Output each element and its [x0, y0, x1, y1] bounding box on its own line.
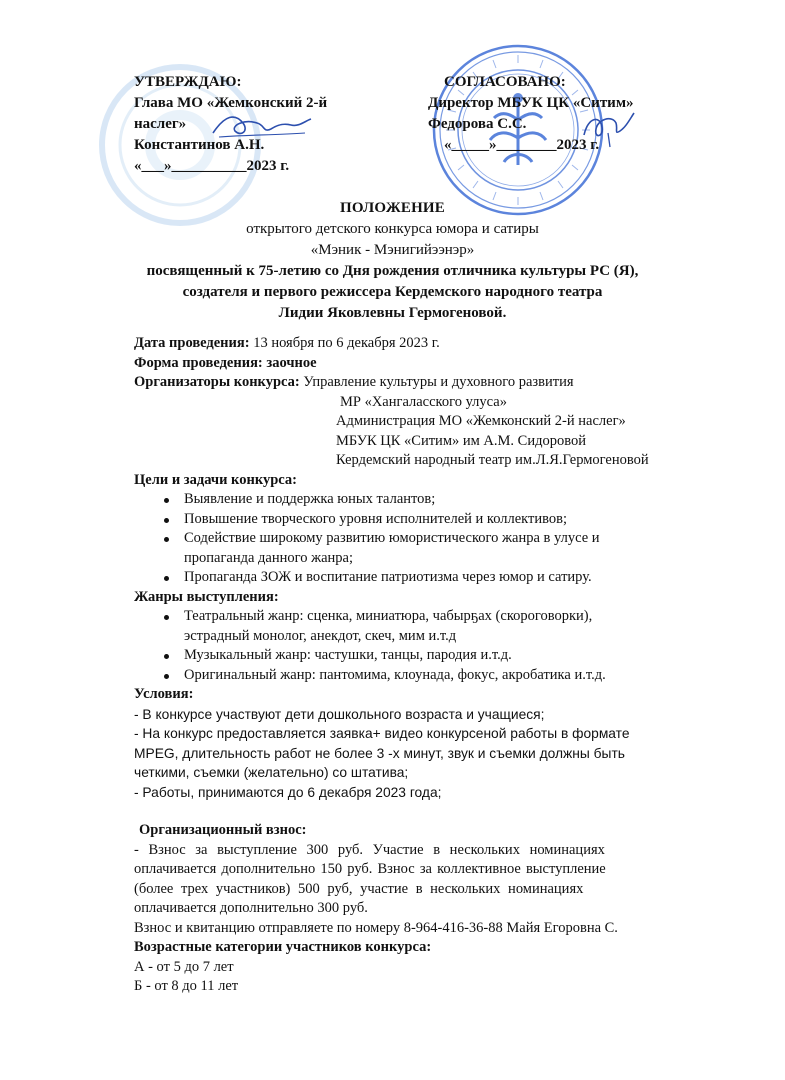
genres-label: Жанры выступления:: [134, 588, 279, 605]
list-item: Повышение творческого уровня исполнителей и коллективов;: [184, 510, 726, 530]
date-value: 13 ноября по 6 декабря 2023 г.: [249, 335, 440, 351]
condition-2c: четкими, съемки (желательно) со штатива;: [134, 765, 409, 780]
fee-line-5: Взнос и квитанцию отправляете по номеру 8-964-416-36-88 Майя Егоровна С.: [134, 919, 618, 936]
goals-list: [134, 490, 726, 588]
organizer-5: Кердемский народный театр им.Л.Я.Гермогеновой: [336, 452, 649, 468]
list-item: Оригинальный жанр: пантомима, клоунада, фокус, акробатика и.т.д.: [184, 666, 726, 686]
fee-label: Организационный взнос:: [139, 822, 307, 838]
fee-line-1: - Взнос за выступление 300 руб. Участие в нескольких номинациях: [134, 841, 605, 858]
document-body: [134, 334, 726, 997]
list-item: [184, 607, 726, 646]
list-item: [184, 529, 726, 568]
document-title: [60, 198, 725, 324]
list-item: Выявление и поддержка юных талантов;: [184, 490, 726, 510]
fee-line-3: (более трех участников) 500 руб, участие в нескольких номинациях: [134, 880, 584, 897]
conditions-label: Условия:: [134, 686, 194, 702]
title-line-2: открытого детского конкурса юмора и сатиры: [246, 221, 539, 237]
title-heading: ПОЛОЖЕНИЕ: [339, 200, 446, 216]
condition-3: - Работы, принимаются до 6 декабря 2023 года;: [134, 784, 442, 800]
title-line-5: создателя и первого режиссера Кердемского народного театра: [182, 284, 603, 300]
organizers-row: [134, 373, 726, 393]
age-category-b: Б - от 8 до 11 лет: [134, 978, 239, 994]
conditions-text: [134, 705, 726, 803]
list-item-text-cont: эстрадный монолог, анекдот, скеч, мим и.т.д: [184, 627, 457, 644]
agree-position: Директор МБУК ЦК «Ситим»: [428, 95, 634, 111]
title-line-3: «Мэник - Мэнигийээнэр»: [310, 242, 475, 258]
approve-name: Константинов А.Н.: [134, 137, 265, 153]
organizer-2: МР «Хангаласского улуса»: [340, 393, 507, 410]
list-item: Пропаганда ЗОЖ и воспитание патриотизма через юмор и сатиру.: [184, 568, 726, 588]
list-item-text-cont: пропаганда данного жанра;: [184, 549, 354, 566]
approve-position: Глава МО «Жемконский 2-й: [134, 95, 328, 111]
age-category-a: А - от 5 до 7 лет: [134, 958, 234, 975]
organizer-1: Управление культуры и духовного развития: [299, 374, 574, 390]
list-item-text: Содействие широкому развитию юмористического жанра в улусе и: [184, 530, 600, 546]
condition-1: - В конкурсе участвуют дети дошкольного возраста и учащиеся;: [134, 706, 545, 722]
organizer-3: Администрация МО «Жемконский 2-й наслег»: [336, 413, 626, 429]
ages-label: Возрастные категории участников конкурса:: [134, 939, 432, 955]
organizer-4: МБУК ЦК «Ситим» им А.М. Сидоровой: [336, 432, 586, 449]
condition-2a: - На конкурс предоставляется заявка+ видео конкурсеной работы в формате: [134, 726, 630, 741]
approve-position-cont: наслег»: [134, 116, 187, 132]
list-item: Музыкальный жанр: частушки, танцы, пародия и.т.д.: [184, 646, 726, 666]
agree-heading: СОГЛАСОВАНО:: [444, 74, 566, 90]
organizers-label: Организаторы конкурса:: [134, 374, 300, 390]
agree-name: Федорова С.С.: [428, 116, 527, 132]
date-row: [134, 334, 726, 354]
agree-date: «_____»________2023 г.: [444, 137, 600, 153]
fee-line-2: оплачивается дополнительно 150 руб. Взнос за коллективное выступление: [134, 861, 606, 877]
approve-heading: УТВЕРЖДАЮ:: [134, 74, 242, 90]
condition-2b: MPEG, длительность работ не более 3 -х минут, звук и съемки должны быть: [134, 745, 625, 761]
approve-block: [134, 72, 327, 177]
form-row: Форма проведения: заочное: [134, 354, 317, 371]
date-label: Дата проведения:: [134, 335, 250, 351]
title-line-6: Лидии Яковлевны Гермогеновой.: [278, 305, 507, 321]
approve-date: «___»__________2023 г.: [134, 158, 290, 174]
title-line-4: посвященный к 75-летию со Дня рождения отличника культуры РС (Я),: [146, 263, 639, 279]
fee-line-4: оплачивается дополнительно 300 руб.: [134, 900, 368, 916]
goals-label: Цели и задачи конкурса:: [134, 471, 297, 488]
agree-block: [428, 72, 634, 156]
genres-list: [134, 607, 726, 685]
list-item-text: Театральный жанр: сценка, миниатюра, чабырҕах (скороговорки),: [184, 608, 593, 624]
